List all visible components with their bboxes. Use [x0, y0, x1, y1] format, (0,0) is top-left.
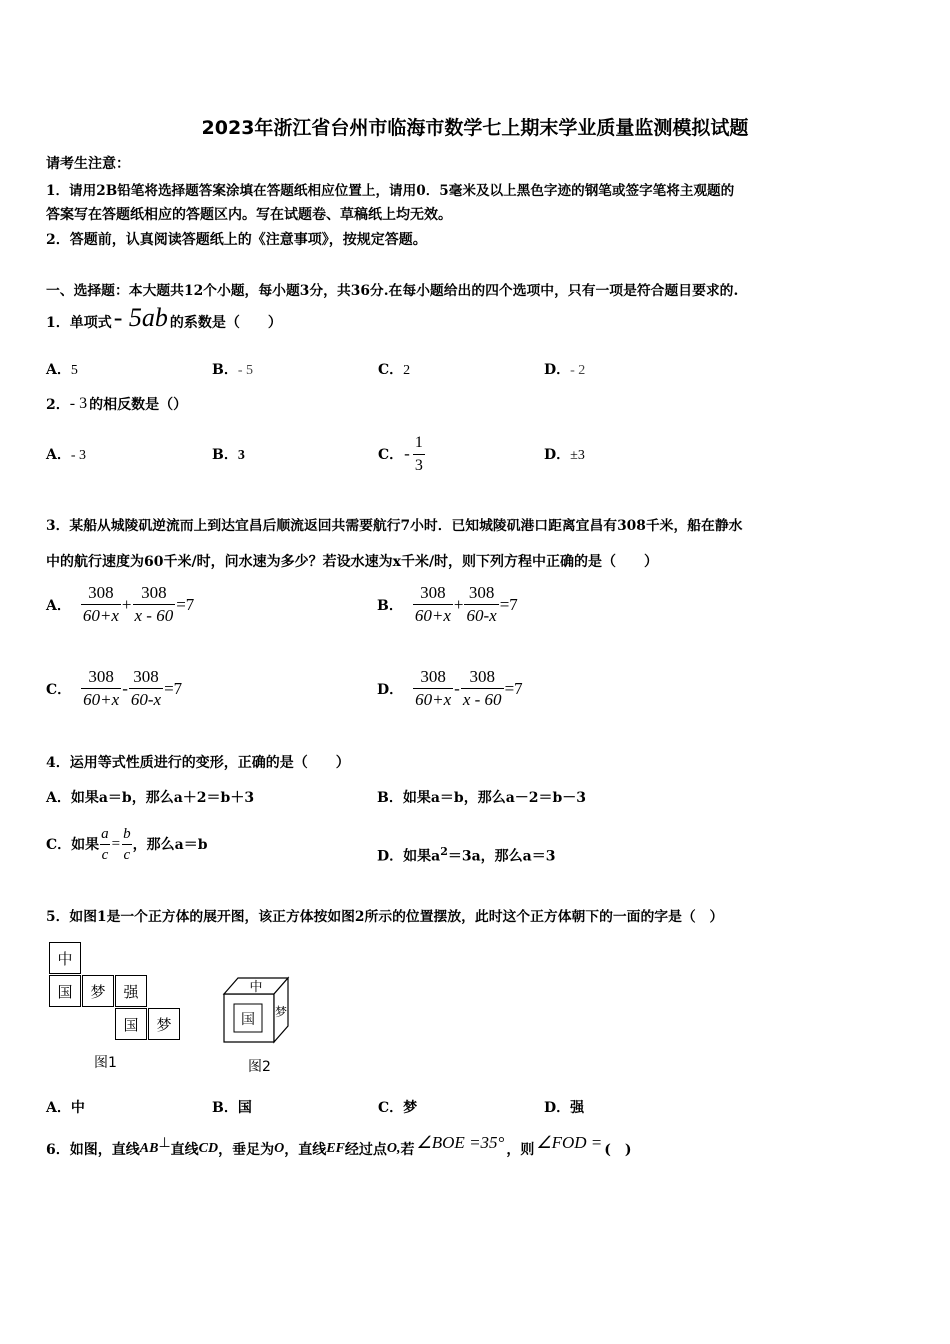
notice-heading: 请考生注意： [46, 156, 130, 172]
cube-front-face-label: 国 [241, 1012, 255, 1028]
cube-figure [220, 974, 292, 1046]
cube-net-figure [49, 942, 184, 1042]
notice-item-1b: 答案写在答题纸相应的答题区内。写在试题卷、草稿纸上均无效。 [46, 207, 452, 223]
notice-item-2: 2．答题前，认真阅读答题纸上的《注意事项》，按规定答题。 [46, 232, 427, 248]
section-1-heading: 一、选择题：本大题共12个小题，每小题3分，共36分.在每小题给出的四个选项中，只有一项是符合题目要求的. [46, 283, 739, 299]
q3-option-a[interactable]: A． $\frac{308}{60+x}$ + $\frac{308}{x - 60}$ =7 [46, 583, 195, 625]
q3-option-c[interactable]: C． $\frac{308}{60+x}$ - $\frac{308}{60-x}$ =7 [46, 667, 183, 709]
q1-option-b[interactable]: B．- 5 [212, 362, 254, 378]
q3-stem-line-2: 中的航行速度为60千米/时，问水速为多少？若设水速为x千米/时，则下列方程中正确的是（ ） [46, 554, 659, 570]
q2-option-d[interactable]: D．±3 [544, 447, 585, 463]
cube-right-face-label: 梦 [274, 1005, 288, 1019]
page-title: 2023年浙江省台州市临海市数学七上期末学业质量监测模拟试题 [201, 117, 749, 139]
notice-item-1a: 1．请用2B铅笔将选择题答案涂填在答题纸相应位置上，请用0．5毫米及以上黑色字迹的钢笔或签字笔将主观题的 [46, 183, 735, 199]
q1-option-c[interactable]: C．2 [378, 362, 411, 378]
q2-option-b[interactable]: B．3 [212, 447, 245, 463]
q1-suffix: 的系数是（ ） [169, 315, 282, 331]
net-cell: 强 [115, 975, 147, 1007]
q5-option-a[interactable]: A．中 [46, 1100, 85, 1116]
q2-option-c[interactable]: C． - $\frac{1}{3}$ [378, 432, 544, 477]
question-1 [46, 302, 282, 342]
q4-option-c[interactable]: C．如果 $\frac{a}{c}$ = $\frac{b}{c}$ ，那么a＝b [46, 825, 208, 863]
question-6: 6．如图，直线 AB ⊥ 直线 CD ，垂足为 O ，直线 EF 经过点 O, 若 ∠BOE =35° ，则 ∠FOD = ( ) [46, 1133, 632, 1158]
q3-option-d[interactable]: D． $\frac{308}{60+x}$ - $\frac{308}{x - 60}$ =7 [377, 667, 523, 709]
q1-expression: - 5ab [113, 303, 168, 332]
q1-option-a[interactable]: A．5 [46, 362, 78, 378]
q4-option-a[interactable]: A．如果a＝b，那么a＋2＝b＋3 [46, 790, 255, 806]
net-cell: 国 [49, 975, 81, 1007]
q1-options [46, 359, 906, 379]
q3-option-b[interactable]: B． $\frac{308}{60+x}$ + $\frac{308}{60-x}$ =7 [377, 583, 518, 625]
q1-option-d[interactable]: D．- 2 [544, 362, 586, 378]
q6-angle-boe: ∠BOE =35° [416, 1133, 505, 1152]
q6-perp-symbol: ⊥ [158, 1135, 171, 1151]
q5-option-d[interactable]: D．强 [544, 1100, 585, 1116]
q6-line-ab: AB [139, 1141, 159, 1156]
q2-suffix: 的相反数是（） [89, 397, 188, 413]
q1-prefix: 1．单项式 [46, 315, 112, 331]
cube-top-face-label: 中 [249, 980, 263, 995]
q2-option-a[interactable]: A．- 3 [46, 447, 87, 463]
question-2 [46, 394, 187, 414]
net-cell: 国 [115, 1008, 147, 1040]
figure-1-caption: 图1 [94, 1055, 117, 1071]
q4-option-d[interactable]: D．如果$a^2=3a$，那么a＝3 [377, 845, 556, 865]
q5-option-c[interactable]: C．梦 [378, 1100, 418, 1116]
net-cell: 梦 [82, 975, 114, 1007]
q4-stem: 4．运用等式性质进行的变形，正确的是（ ） [46, 755, 350, 771]
q3-stem-line-1: 3．某船从城陵矶逆流而上到达宜昌后顺流返回共需要航行7小时．已知城陵矶港口距离宜昌有308千米，船在静水 [46, 518, 743, 534]
net-cell: 中 [49, 942, 81, 974]
net-cell: 梦 [148, 1008, 180, 1040]
q2-options [46, 428, 906, 480]
q5-option-b[interactable]: B．国 [212, 1100, 252, 1116]
q5-options [46, 1097, 906, 1117]
q6-angle-fod: ∠FOD = [536, 1133, 603, 1152]
q2-expression: - 3 [69, 395, 88, 412]
q5-stem: 5．如图1是一个正方体的展开图，该正方体按如图2所示的位置摆放，此时这个正方体朝下的一面的字是（ ） [46, 909, 724, 925]
q4-option-b[interactable]: B．如果a＝b，那么a－2＝b－3 [377, 790, 587, 806]
q2-prefix: 2． [46, 397, 70, 413]
figure-2-caption: 图2 [248, 1059, 271, 1075]
